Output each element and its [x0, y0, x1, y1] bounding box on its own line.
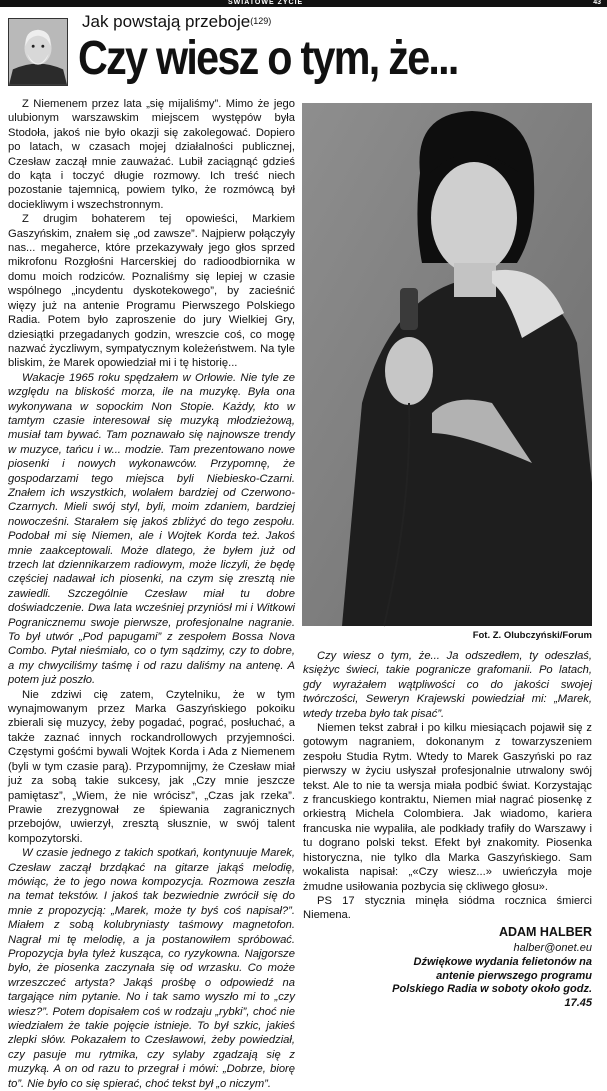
paragraph: PS 17 stycznia minęła siódma rocznica śmierci Niemena. [303, 894, 592, 922]
author-name: ADAM HALBER [498, 925, 592, 939]
singer-photo-drawing [302, 103, 592, 626]
paragraph-italic: Czy wiesz o tym, że... Ja odszedłem, ty odeszłaś, księżyc świeci, takie pogranicze grafomanii. Po latach, gdy wyrażałem wątpliwości co do jakości swojej twórczości, Seweryn Krajewski powiedział mi: „Marek, wtedy trzeba było tak pisać”. [303, 650, 592, 720]
broadcast-note: Dźwiękowe wydania felietonów na antenie pierwszego programu Polskiego Radia w soboty około godz. 17.45 [392, 956, 592, 1009]
paragraph: Z Niemenem przez lata „się mijaliśmy”. Mimo że jego ulubionym warszawskim miejscem występów była Stodoła, jakoś nie było okazji się zakolegować. Dopiero po latach, w czasach mojej działalności publicznej, Czesław zaczął mnie zauważać. Lubił zaciągnąć gdzieś do kąta i toczyć długie rozmowy. Ich treść niech pozostanie tajemnicą, powiem tylko, że rozmówcą był dociekliwym i wszechstronnym. [8, 98, 295, 211]
series-title [82, 12, 271, 32]
paragraph: Nie zdziwi cię zatem, Czytelniku, że w tym wynajmowanym przez Marka Gaszyńskiego pokoiku zbierali się muzycy, żeby pogadać, pograć, posłuchać, a także zaznać innych rockandrollowych przyjemności. Częstymi gośćmi bywali Wojtek Korda i Ada z Niemenem (byli w tym czasie parą). Przypomnijmy, że Czesław miał już za sobą takie sukcesy, jak „Czy mnie jeszcze pamiętasz”, „Wiem, że nie wrócisz”, „Czas jak rzeka”. Prawie zrezygnował ze śpiewania zagranicznych przebojów, uwierzył, zresztą słusznie, w swój talent kompozytorski. [8, 688, 295, 845]
paragraph: Z drugim bohaterem tej opowieści, Markiem Gaszyńskim, znałem się „od zawsze”. Najpierw połączyły nas... megaherce, które przekazywały jego głos sprzed mikrofonu Rozgłośni Harcerskiej do radioodbiornika w domu moich rodziców. Poznaliśmy się lepiej w czasie wspólnego „incydentu dyskotekowego”, by zacieśnić więzy już na antenie Programu Pierwszego Polskiego Radia. Potem było zaproszenie do jury Wielkiej Gry, dziesiątki przegadanych godzin, wreszcie coś, co mogę nazwać życzliwym, sympatycznym koleżeństwem. Na tyle bliskim, że Marek opowiedział mi i tę historię... [8, 213, 295, 370]
page-number: 43 [593, 0, 601, 6]
article-column-left [8, 97, 295, 1091]
photo-caption: Fot. Z. Olubczyński/Forum [472, 630, 592, 641]
author-portrait-drawing [9, 19, 67, 85]
paragraph-italic: Wakacje 1965 roku spędzałem w Orłowie. Nie tyle ze względu na bliskość morza, ile na muzykę. Była ona wykonywana w sopockim Non Stopie. Każdy, kto w tamtym czasie interesował się muzyką młodzieżową, musiał tam bywać. Tam poznawało się najnowsze trendy w muzyce, tańcu i w... modzie. Tam prezentowano nowe piosenki i nowych wykonawców. Przypomnę, że gospodarzami tego miejsca byli Niebiesko-Czarni. Znałem ich wszystkich, wolałem bardziej od Czerwono-Czarnych. Mieli swój styl, byli, moim zdaniem, bardziej nowocześni. Starałem się jakoś zbliżyć do tego zespołu. Podobał mi się Niemen, ale i Wojtek Korda też. Jakoś mnie zaakceptowali. Może dlatego, że byłem już od trzech lat dziennikarzem radiowym, może liczyli, że będę częściej nadawał ich piosenki, na czym się zresztą nie zawiedli. Szczególnie Czesław miał tu dobre doświadczenie. Dwa lata wcześniej przyniósł mi i Witkowi Pogranicznemu swoje pierwsze, profesjonalne nagranie. To był utwór „Pod papugami” z zespołem Bossa Nova Combo. Pytał nieśmiało, co o tym sądzimy, czy to dobre, a my chwyciliśmy taśmę i od razu daliśmy na antenę. A potem już poszło. [8, 371, 295, 687]
singer-photo [302, 103, 592, 626]
top-rule [0, 0, 607, 7]
series-number: (129) [250, 16, 272, 26]
section-label: ŚWIATOWE ŻYCIE [228, 0, 304, 6]
article-column-right [303, 649, 592, 923]
author-email: halber@onet.eu [513, 942, 592, 954]
headline: Czy wiesz o tym, że... [78, 32, 458, 85]
paragraph-italic: W czasie jednego z takich spotkań, kontynuuje Marek, Czesław zaczął brzdąkać na gitarze jakąś melodię, mówiąc, że to jego nowa kompozycja. Rozmowa zeszła na temat tekstów. I jakoś tak bezwiednie zwrócił się do mnie z propozycją: „Marek, może ty byś coś napisał?”. Miałem z sobą kolubryniasty taśmowy magnetofon. Nagrał mi tę melodię, a ja postanowiłem spróbować. Propozycja była tyleż kusząca, co ryzykowna. Najgorsze było, że piosenka zaczynała się od wrzasku. Co może wrzeszczeć artysta? Jakąś prośbę o odpowiedź na targające nim pytanie. No i tak samo wyszło mi to „czy wiesz?”. Potem dopisałem coś w rodzaju „rybki”, choć nie wiedziałem że takie pojęcie istnieje. To był szkic, jakieś zlepki słów. Pokazałem to Czesławowi, żeby powiedział, czy pasuje mu rytmika, czy sylaby zgadzają się z muzyką. A on od razu to przegrał i mówi: „Dobrze, biorę to”. Nie było co się spierać, choć tekst był „o niczym”. [8, 847, 295, 1090]
paragraph: Niemen tekst zabrał i po kilku miesiącach pojawił się z gotowym nagraniem, dokonanym z towarzyszeniem zespołu Studia Rytm. Wtedy to Marek Gaszyński po raz pierwszy w życiu usłyszał profesjonalnie utrwalony swój tekst. Ale to nie ta wersja miała podbić świat. Korzystając z francuskiego kontraktu, Niemen miał nagrać piosenkę z orkiestrą Michela Colombiera. Jak wiadomo, kariera francuska nie wypaliła, ale podkłady trafiły do Warszawy i tu dograno polski tekst. Efekt był znakomity. Piosenka historyczna, nie tylko dla Marka Gaszyńskiego. Sam wokalista napisał: „«Czy wiesz...» uwieńczyła moje żmudne usiłowania pozbycia się ckliwego głosu». [303, 722, 592, 893]
author-portrait [8, 18, 68, 86]
series-title-text: Jak powstają przeboje [82, 12, 251, 31]
